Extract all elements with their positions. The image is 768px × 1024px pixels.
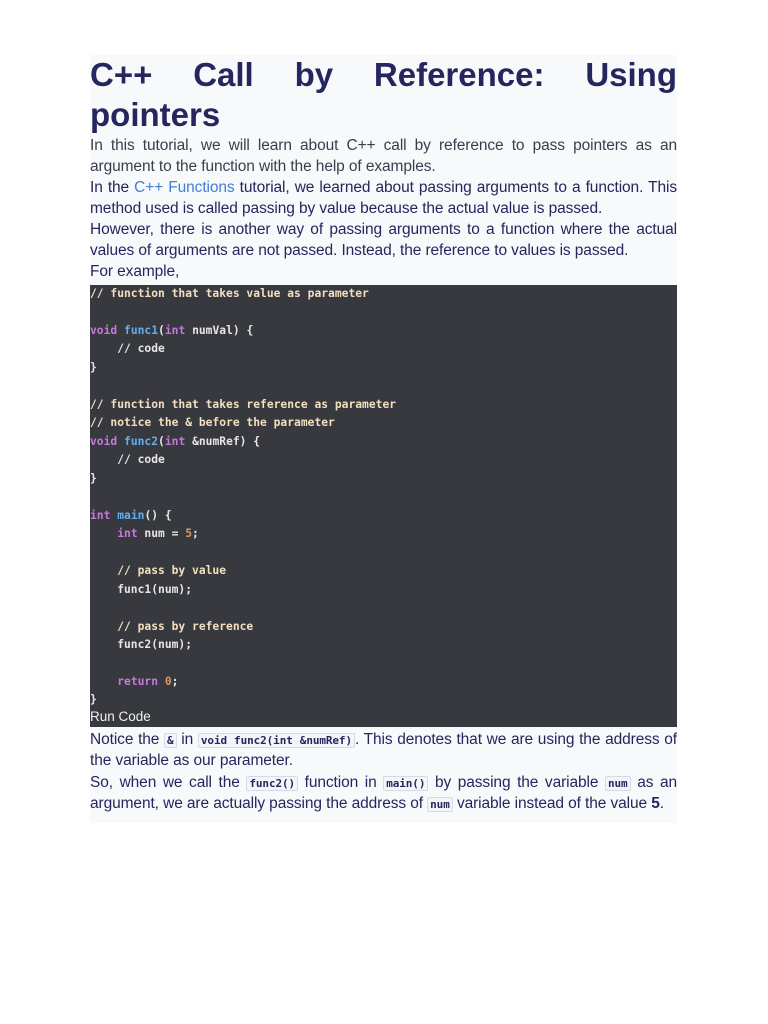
code-comment: // pass by reference xyxy=(90,619,254,633)
code-line xyxy=(90,525,677,544)
paragraph-text: So, when we call the xyxy=(90,773,247,791)
code-comment: // function that takes value as parameter xyxy=(90,286,369,300)
keyword: return xyxy=(117,675,159,688)
functions-paragraph xyxy=(90,178,677,219)
inline-code: main() xyxy=(383,776,428,791)
keyword: int xyxy=(117,527,138,540)
code-line: } xyxy=(90,360,97,374)
title-word: by xyxy=(294,56,334,93)
cpp-functions-link[interactable]: C++ Functions xyxy=(134,179,235,196)
function-name: main xyxy=(117,508,145,522)
notice-paragraph xyxy=(90,730,677,772)
code-comment: // function that takes reference as parameter xyxy=(90,397,397,411)
bold-value: 5 xyxy=(651,795,660,812)
inline-code: num xyxy=(427,797,453,812)
article xyxy=(90,55,677,823)
code-comment: // code xyxy=(90,453,165,466)
keyword: int xyxy=(164,323,186,337)
code-blank xyxy=(90,488,677,507)
paragraph-text: tutorial, we learned about passing arguments to a function. This method used is called passing by value because the actual value is passed. xyxy=(90,179,677,217)
page-title xyxy=(90,55,677,135)
code-text: ; xyxy=(192,527,199,540)
intro-paragraph: In this tutorial, we will learn about C++ call by reference to pass pointers as an argument to the function with the help of examples. xyxy=(90,137,677,175)
explanation-paragraph xyxy=(90,773,677,816)
inline-code: void func2(int &numRef) xyxy=(198,733,355,748)
code-comment: // pass by value xyxy=(90,564,227,577)
run-code-button[interactable]: Run Code xyxy=(90,708,151,724)
code-comment: // notice the & before the parameter xyxy=(90,416,335,429)
code-line: func2(num); xyxy=(90,638,193,651)
code-blank xyxy=(90,655,677,674)
code-line: } xyxy=(90,692,97,706)
paragraph-text: variable instead of the value xyxy=(452,795,652,812)
code-blank xyxy=(90,303,677,322)
title-word: Using xyxy=(585,56,677,93)
paragraph-text: as an argument, we are actually passing the address of xyxy=(90,773,678,812)
code-text: &numRef) { xyxy=(185,434,261,448)
code-text: ( xyxy=(158,323,165,337)
reference-paragraph: However, there is another way of passing arguments to a function where the actual values of arguments are not passed. Instead, the reference to values is passed. xyxy=(90,221,677,259)
code-line xyxy=(90,673,677,692)
indent xyxy=(90,675,117,688)
code-text: ( xyxy=(158,434,165,448)
code-blank xyxy=(90,599,677,618)
inline-code: & xyxy=(164,733,177,748)
indent xyxy=(90,527,117,540)
code-example xyxy=(90,285,677,727)
title-word: Call xyxy=(193,56,254,93)
code-text: numVal) { xyxy=(185,323,254,337)
space xyxy=(158,675,165,688)
inline-code: num xyxy=(605,776,631,791)
example-intro: For example, xyxy=(90,263,180,280)
keyword: int xyxy=(164,434,186,448)
code-blank xyxy=(90,544,677,563)
code-line xyxy=(90,507,677,526)
code-line xyxy=(90,322,677,341)
code-text: ; xyxy=(171,675,179,688)
keyword: int xyxy=(90,508,111,522)
inline-code: func2() xyxy=(246,776,298,791)
paragraph-text: in xyxy=(176,730,198,748)
paragraph-text: In the xyxy=(90,179,135,196)
paragraph-text: . xyxy=(659,795,665,812)
keyword: void xyxy=(90,434,118,448)
paragraph-text: by passing the variable xyxy=(428,773,606,791)
number-literal: 0 xyxy=(164,675,172,688)
code-line: func1(num); xyxy=(90,582,193,596)
keyword: void xyxy=(90,323,118,337)
code-line: } xyxy=(90,471,97,485)
code-block xyxy=(90,285,677,707)
function-name: func1 xyxy=(124,323,159,337)
title-word: C++ xyxy=(90,56,153,93)
paragraph-text: . This denotes that we are using the address of the variable as our parameter. xyxy=(90,730,677,769)
function-name: func2 xyxy=(124,434,159,448)
number-literal: 5 xyxy=(185,527,193,540)
code-comment: // code xyxy=(90,342,165,355)
title-word: Reference: xyxy=(373,56,545,93)
title-line-2: pointers xyxy=(90,96,221,133)
title-line-1 xyxy=(90,55,677,95)
paragraph-text: function in xyxy=(298,773,384,791)
paragraph-text: Notice the xyxy=(90,730,165,748)
code-text: () { xyxy=(144,508,172,522)
code-line xyxy=(90,433,677,452)
code-blank xyxy=(90,377,677,396)
code-text: num = xyxy=(137,527,186,540)
